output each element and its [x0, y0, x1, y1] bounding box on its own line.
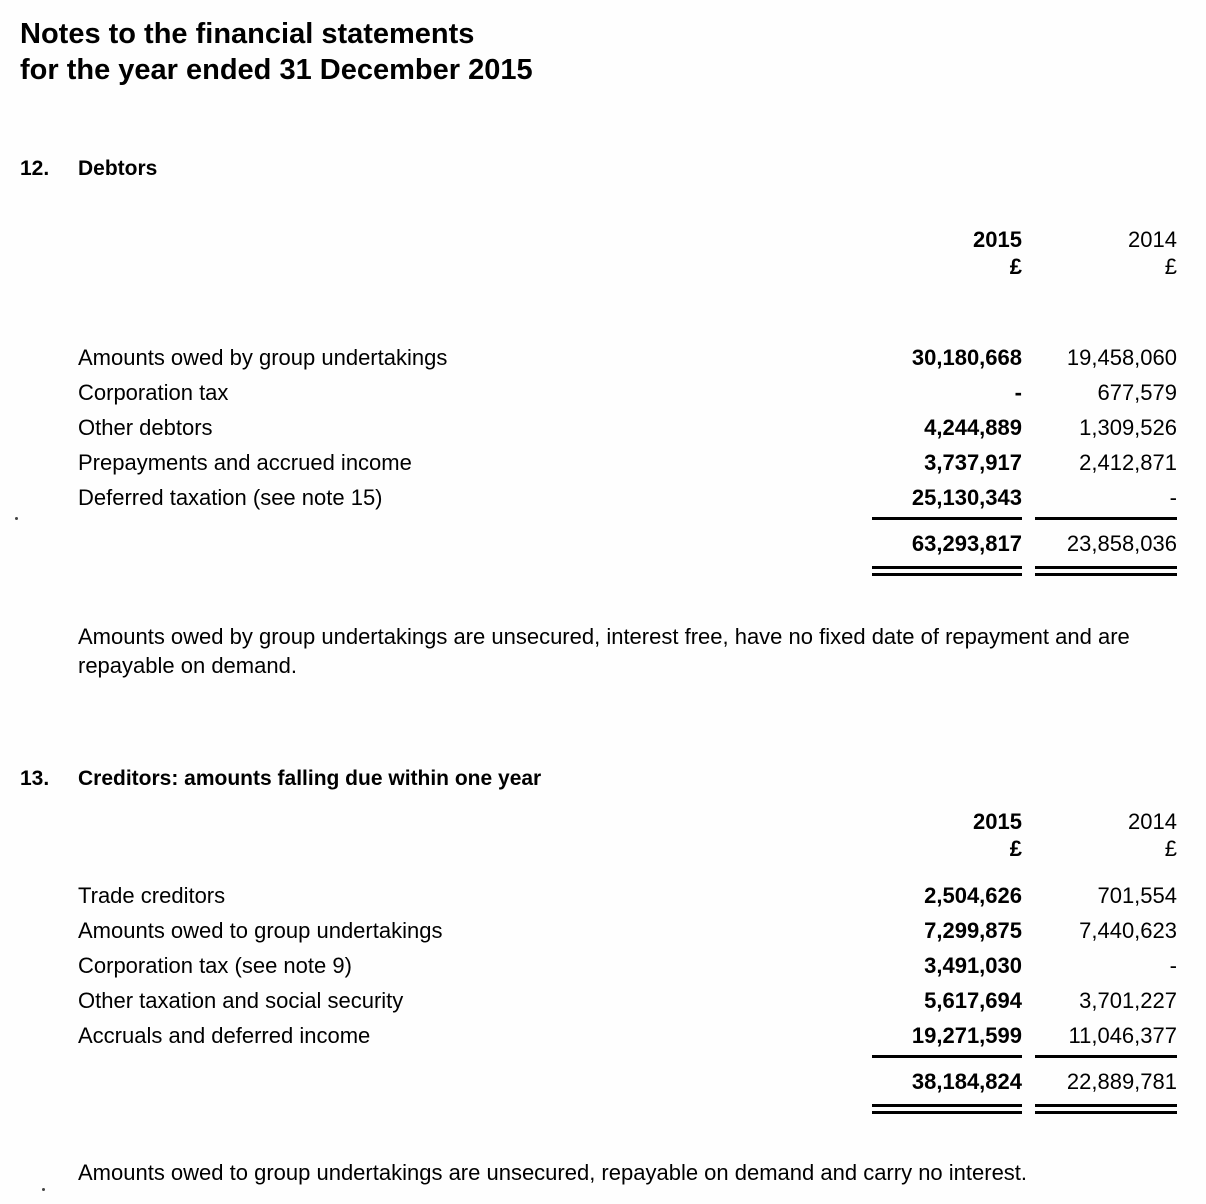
value-2014: 19,458,060 — [1066, 345, 1177, 370]
value-2015: 7,299,875 — [924, 918, 1022, 943]
debtors-table — [20, 340, 1177, 576]
value-2015: 3,737,917 — [924, 450, 1022, 475]
document-title-line1: Notes to the financial statements — [20, 18, 475, 50]
value-2014: 2,412,871 — [1079, 450, 1177, 475]
column-header-2015 — [872, 226, 1022, 280]
currency-label-2015: £ — [1009, 836, 1022, 861]
section-number: 13. — [20, 767, 50, 790]
document-title-line2: for the year ended 31 December 2015 — [20, 54, 533, 86]
creditors-table — [20, 878, 1177, 1114]
value-2014: 677,579 — [1097, 380, 1177, 405]
row-label: Amounts owed by group undertakings — [78, 345, 448, 370]
document-title — [20, 16, 1177, 88]
total-rule — [20, 517, 1177, 520]
value-2015: 30,180,668 — [911, 345, 1022, 370]
value-2014: 3,701,227 — [1079, 988, 1177, 1013]
section-note: Amounts owed to group undertakings are unsecured, repayable on demand and carry no interest. — [78, 1160, 1028, 1185]
row-label: Corporation tax (see note 9) — [78, 953, 352, 978]
currency-label-2014: £ — [1164, 254, 1177, 279]
table-row — [20, 983, 1177, 1018]
section-note: Amounts owed by group undertakings are unsecured, interest free, have no fixed date of repayment and are repayable on demand. — [78, 624, 1130, 678]
column-header-2014 — [1035, 808, 1177, 862]
value-2014: - — [1169, 485, 1177, 510]
total-2015: 63,293,817 — [911, 531, 1022, 556]
value-2015: 5,617,694 — [924, 988, 1022, 1013]
row-label: Trade creditors — [78, 883, 226, 908]
row-label: Amounts owed to group undertakings — [78, 918, 443, 943]
year-label-2015: 2015 — [973, 809, 1022, 834]
section-heading-creditors — [20, 766, 1177, 792]
row-label: Other debtors — [78, 415, 213, 440]
row-label: Other taxation and social security — [78, 988, 404, 1013]
value-2015: 4,244,889 — [924, 415, 1022, 440]
column-header-2014 — [1035, 226, 1177, 280]
year-label-2014: 2014 — [1128, 227, 1177, 252]
table-row — [20, 445, 1177, 480]
table-row — [20, 913, 1177, 948]
table-row — [20, 480, 1177, 515]
row-label: Prepayments and accrued income — [78, 450, 412, 475]
value-2014: - — [1169, 953, 1177, 978]
total-2014: 22,889,781 — [1066, 1069, 1177, 1094]
section-title: Creditors: amounts falling due within one year — [78, 767, 542, 790]
value-2015: - — [1014, 380, 1022, 405]
row-label: Corporation tax — [78, 380, 229, 405]
section-heading-debtors — [20, 156, 1177, 182]
currency-label-2014: £ — [1164, 836, 1177, 861]
column-headers — [20, 808, 1177, 862]
column-headers — [20, 226, 1177, 280]
value-2014: 7,440,623 — [1079, 918, 1177, 943]
table-row — [20, 878, 1177, 913]
year-label-2014: 2014 — [1128, 809, 1177, 834]
year-label-2015: 2015 — [973, 227, 1022, 252]
table-row — [20, 948, 1177, 983]
value-2014: 701,554 — [1097, 883, 1177, 908]
total-row — [20, 1070, 1177, 1094]
total-2015: 38,184,824 — [911, 1069, 1022, 1094]
row-label: Deferred taxation (see note 15) — [78, 485, 383, 510]
value-2014: 1,309,526 — [1079, 415, 1177, 440]
column-header-2015 — [872, 808, 1022, 862]
total-double-rule — [20, 1104, 1177, 1114]
currency-label-2015: £ — [1009, 254, 1022, 279]
value-2015: 3,491,030 — [924, 953, 1022, 978]
scan-speck — [42, 1188, 45, 1191]
total-rule — [20, 1055, 1177, 1058]
total-2014: 23,858,036 — [1066, 531, 1177, 556]
value-2015: 25,130,343 — [911, 485, 1022, 510]
table-row — [20, 1018, 1177, 1053]
total-row — [20, 532, 1177, 556]
table-row — [20, 410, 1177, 445]
table-row — [20, 340, 1177, 375]
section-number: 12. — [20, 157, 50, 180]
total-double-rule — [20, 566, 1177, 576]
section-title: Debtors — [78, 157, 158, 180]
scan-speck — [15, 517, 18, 520]
row-label: Accruals and deferred income — [78, 1023, 371, 1048]
value-2015: 19,271,599 — [911, 1023, 1022, 1048]
table-row — [20, 375, 1177, 410]
value-2014: 11,046,377 — [1068, 1023, 1177, 1048]
value-2015: 2,504,626 — [924, 883, 1022, 908]
